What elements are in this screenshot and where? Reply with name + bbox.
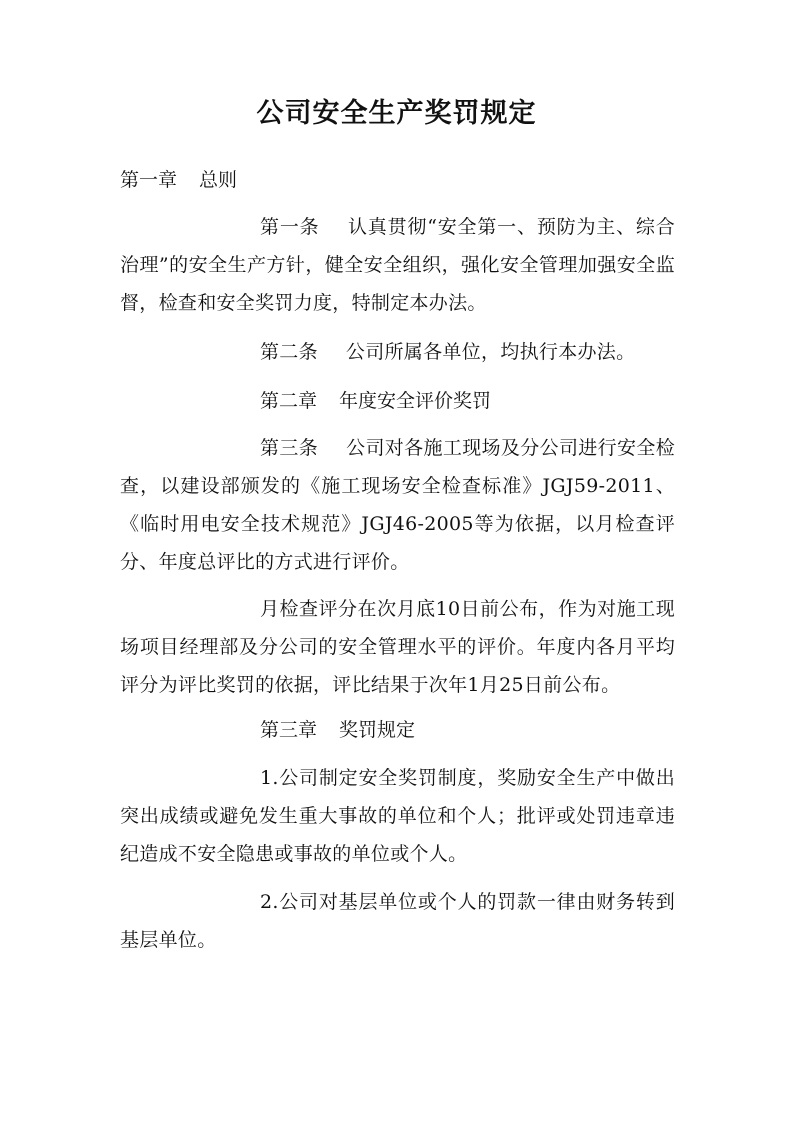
document-title: 公司安全生产奖罚规定 (256, 98, 537, 129)
article-2 (120, 333, 675, 371)
article-3-text: 公司对各施工现场及分公司进行安全检查，以建设部颁发的《施工现场安全检查标准》JGJ59-2011、《临时用电安全技术规范》JGJ46-2005等为依据，以月检查评分、年度总评比的方式进行评价。 (120, 437, 676, 573)
chapter-3-number: 第三章 (260, 719, 318, 741)
article-2-text: 公司所属各单位，均执行本办法。 (345, 341, 636, 363)
rule-item-2: 2.公司对基层单位或个人的罚款一律由财务转到基层单位。 (120, 891, 675, 951)
chapter-1-title: 总则 (199, 169, 238, 191)
article-3-paragraph-2: 月检查评分在次月底10日前公布，作为对施工现场项目经理部及分公司的安全管理水平的评价。年度内各月平均评分为评比奖罚的依据，评比结果于次年1月25日前公布。 (120, 598, 675, 696)
article-1-text: 认真贯彻“安全第一、预防为主、综合治理”的安全生产方针，健全安全组织，强化安全管理加强安全监督，检查和安全奖罚力度，特制定本办法。 (120, 216, 675, 314)
article-1 (120, 208, 675, 322)
article-1-label: 第一条 (260, 216, 320, 238)
article-3-label: 第三条 (260, 437, 319, 459)
chapter-2-heading (260, 388, 491, 414)
chapter-2-title: 年度安全评价奖罚 (339, 390, 492, 412)
article-2-label: 第二条 (260, 341, 318, 363)
chapter-3-heading (260, 717, 415, 743)
chapter-3-title: 奖罚规定 (339, 719, 416, 741)
rule-item-1: 1.公司制定安全奖罚制度，奖励安全生产中做出突出成绩或避免发生重大事故的单位和个人；批评或处罚违章违纪造成不安全隐患或事故的单位或个人。 (120, 767, 675, 865)
chapter-2-number: 第二章 (260, 390, 318, 412)
chapter-1-number: 第一章 (120, 169, 178, 191)
article-3 (120, 429, 675, 581)
chapter-1-heading (120, 167, 237, 193)
